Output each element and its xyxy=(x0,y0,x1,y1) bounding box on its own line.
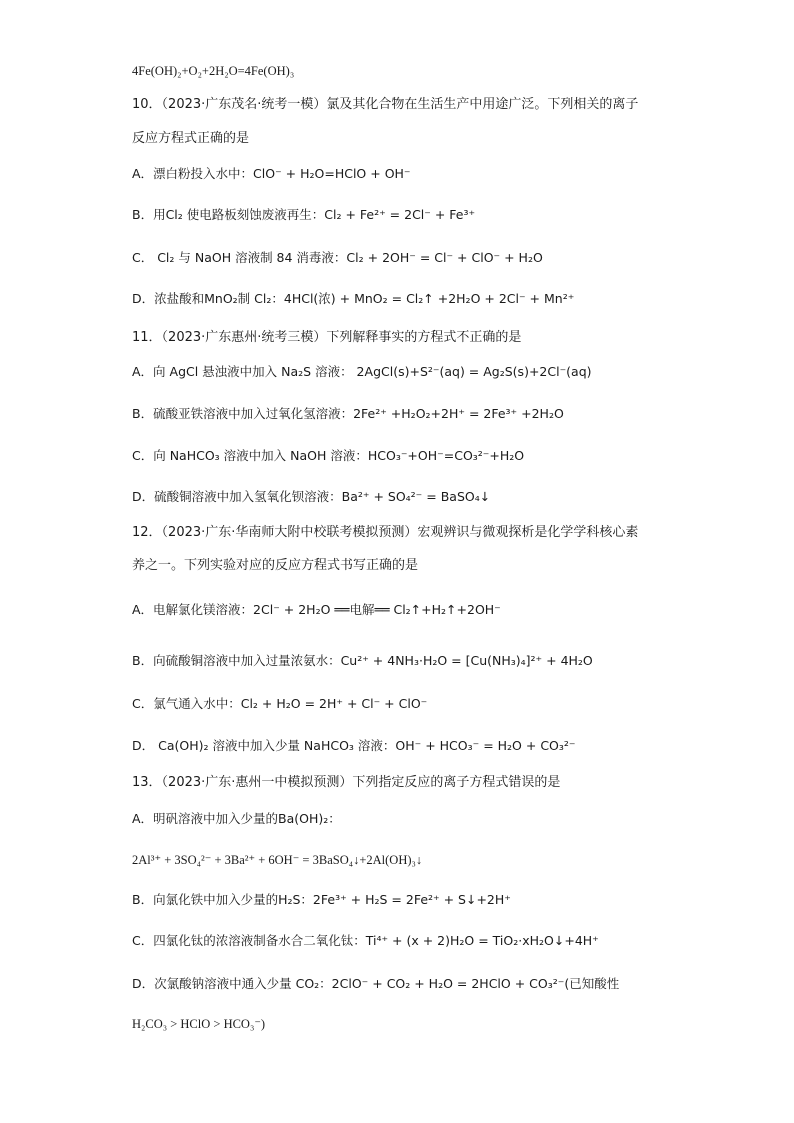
question-10-stem: 10．（2023·广东茂名·统考一模）氯及其化合物在生活生产中用途广泛。下列相关的离子 xyxy=(132,97,639,112)
q13-option-b: B．向氯化铁中加入少量的H₂S：2Fe³⁺ + H₂S = 2Fe²⁺ + S↓+2H⁺ xyxy=(132,892,511,907)
q13-option-d: D．次氯酸钠溶液中通入少量 CO₂：2ClO⁻ + CO₂ + H₂O = 2HClO + CO₃²⁻(已知酸性 xyxy=(132,976,620,991)
question-11-stem: 11．（2023·广东惠州·统考三模）下列解释事实的方程式不正确的是 xyxy=(132,330,522,345)
q11-option-d: D．硫酸铜溶液中加入氢氧化钡溶液：Ba²⁺ + SO₄²⁻ = BaSO₄↓ xyxy=(132,489,491,504)
q11-option-a: A．向 AgCl 悬浊液中加入 Na₂S 溶液： 2AgCl(s)+S²⁻(aq) = Ag₂S(s)+2Cl⁻(aq) xyxy=(132,364,592,379)
q12-option-d: D． Ca(OH)₂ 溶液中加入少量 NaHCO₃ 溶液：OH⁻ + HCO₃⁻ = H₂O + CO₃²⁻ xyxy=(132,738,576,753)
q13-option-d-note: H₂CO₃ > HClO > HCO₃⁻) xyxy=(132,1017,266,1031)
q13-option-a-equation: 2Al³⁺ + 3SO₄²⁻ + 3Ba²⁺ + 6OH⁻ = 3BaSO₄↓+2Al(OH)₃↓ xyxy=(132,853,423,867)
q10-option-b: B．用Cl₂ 使电路板刻蚀废液再生：Cl₂ + Fe²⁺ = 2Cl⁻ + Fe³⁺ xyxy=(132,207,476,222)
question-10-stem-cont: 反应方程式正确的是 xyxy=(132,131,250,146)
q13-option-c: C．四氯化钛的浓溶液制备水合二氧化钛：Ti⁴⁺ + (x + 2)H₂O = TiO₂·xH₂O↓+4H⁺ xyxy=(132,933,599,948)
equation-line: 4Fe(OH)₂+O₂+2H₂O=4Fe(OH)₃ xyxy=(132,64,295,78)
q12-option-c: C．氯气通入水中：Cl₂ + H₂O = 2H⁺ + Cl⁻ + ClO⁻ xyxy=(132,696,428,711)
q10-option-c: C． Cl₂ 与 NaOH 溶液制 84 消毒液：Cl₂ + 2OH⁻ = Cl⁻ + ClO⁻ + H₂O xyxy=(132,250,543,265)
question-12-stem: 12．（2023·广东·华南师大附中校联考模拟预测）宏观辨识与微观探析是化学学科核心素 xyxy=(132,525,639,540)
q13-option-a: A．明矾溶液中加入少量的Ba(OH)₂： xyxy=(132,811,341,826)
q12-option-b: B．向硫酸铜溶液中加入过量浓氨水：Cu²⁺ + 4NH₃·H₂O = [Cu(NH₃)₄]²⁺ + 4H₂O xyxy=(132,653,593,668)
question-12-stem-cont: 养之一。下列实验对应的反应方程式书写正确的是 xyxy=(132,558,419,573)
q11-option-b: B．硫酸亚铁溶液中加入过氧化氢溶液：2Fe²⁺ +H₂O₂+2H⁺ = 2Fe³⁺ +2H₂O xyxy=(132,406,564,421)
question-13-stem: 13．（2023·广东·惠州一中模拟预测）下列指定反应的离子方程式错误的是 xyxy=(132,775,561,790)
q10-option-d: D．浓盐酸和MnO₂制 Cl₂：4HCl(浓) + MnO₂ = Cl₂↑ +2H₂O + 2Cl⁻ + Mn²⁺ xyxy=(132,291,575,306)
q10-option-a: A．漂白粉投入水中：ClO⁻ + H₂O=HClO + OH⁻ xyxy=(132,166,411,181)
q12-option-a: A．电解氯化镁溶液：2Cl⁻ + 2H₂O ══电解══ Cl₂↑+H₂↑+2OH⁻ xyxy=(132,602,501,617)
q11-option-c: C．向 NaHCO₃ 溶液中加入 NaOH 溶液：HCO₃⁻+OH⁻=CO₃²⁻+H₂O xyxy=(132,448,525,463)
